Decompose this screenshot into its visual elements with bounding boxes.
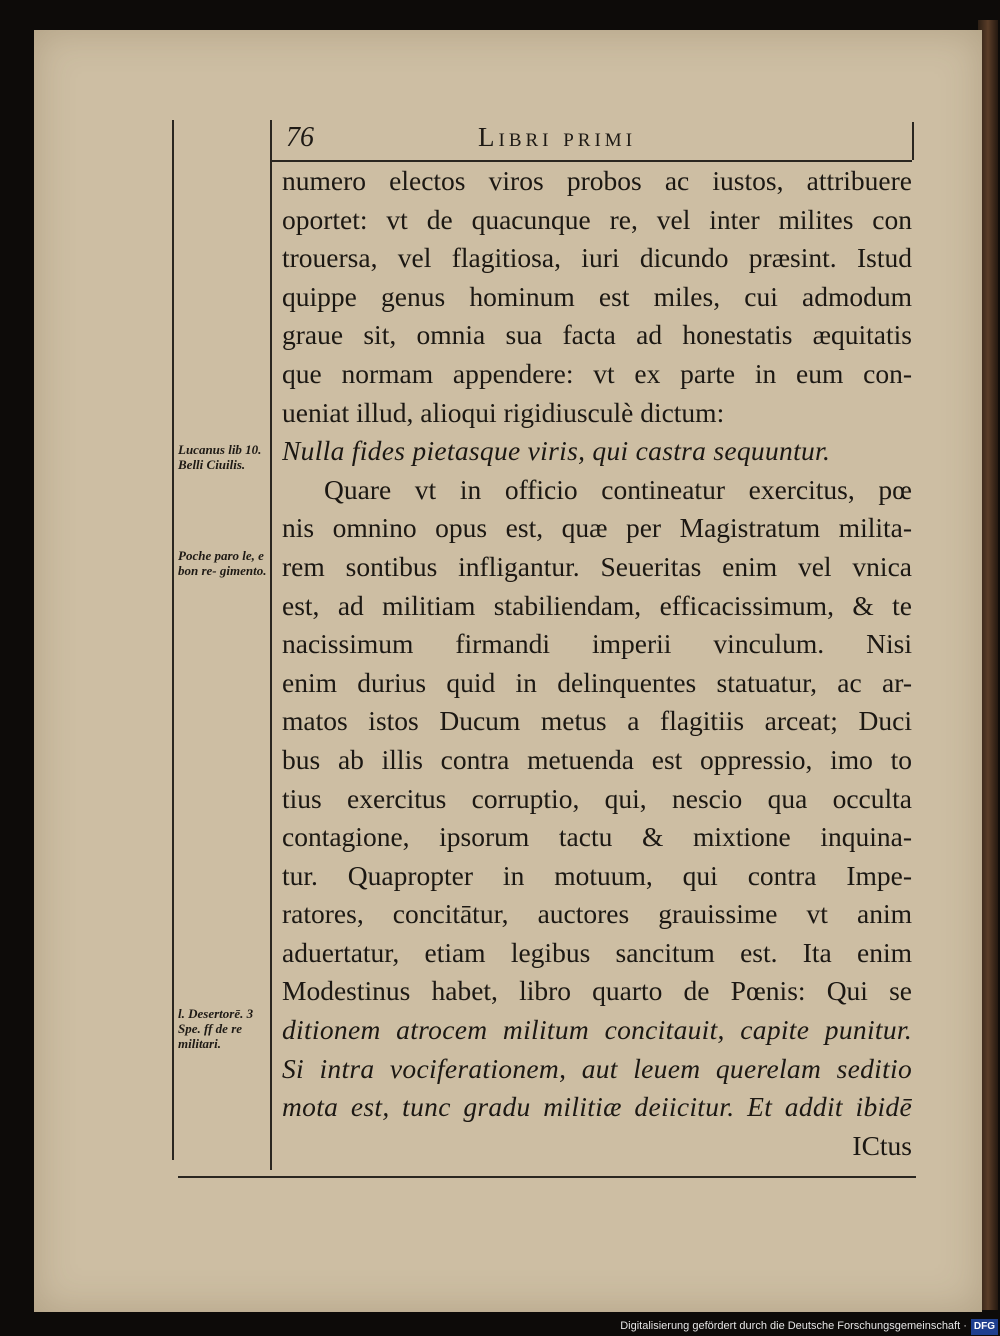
text-line: ratores, concitātur, auctores grauissime vt anim	[282, 898, 912, 930]
credit-text: Digitalisierung gefördert durch die Deutsche Forschungsgemeinschaft ·	[620, 1320, 967, 1332]
text-line: enim durius quid in delinquentes statuatur, ac ar-	[282, 666, 912, 698]
margin-note-poche-parole: Poche paro le, e bon re- gimento.	[178, 548, 267, 578]
text-line: est, ad militiam stabiliendam, efficacissimum, & te	[282, 589, 912, 621]
text-line: aduertatur, etiam legibus sancitum est. Ita enim	[282, 936, 912, 968]
text-line: graue sit, omnia sua facta ad honestatis æquitatis	[282, 319, 912, 351]
text-line: trouersa, vel flagitiosa, iuri dicundo præsint. Istud	[282, 242, 912, 274]
text-line: Modestinus habet, libro quarto de Pœnis: Qui se	[282, 975, 912, 1007]
text-line: tur. Quapropter in motuum, qui contra Impe-	[282, 859, 912, 891]
text-line: rem sontibus infligantur. Seueritas enim vel vnica	[282, 550, 912, 582]
quoted-verse: Nulla fides pietasque viris, qui castra sequuntur.	[282, 435, 831, 467]
catchword: ICtus	[852, 1129, 912, 1161]
running-title: Libri primi	[478, 122, 637, 152]
quoted-law-text: mota est, tunc gradu militiæ deiicitur. Et addit ibidē	[282, 1091, 912, 1123]
text-line: tius exercitus corruptio, qui, nescio qua occulta	[282, 782, 912, 814]
quoted-law-text: ditionem atrocem militum concitauit, capite punitur.	[282, 1014, 912, 1046]
text-line: Quare vt in officio contineatur exercitus, pœ	[324, 473, 912, 505]
text-line: matos istos Ducum metus a flagitiis arceat; Duci	[282, 705, 912, 737]
text-line: que normam appendere: vt ex parte in eum con-	[282, 357, 912, 389]
text-line: nis omnino opus est, quæ per Magistratum milita-	[282, 512, 912, 544]
text-line: oportet: vt de quacunque re, vel inter milites con	[282, 203, 912, 235]
margin-note-lucanus: Lucanus lib 10. Belli Ciuilis.	[178, 442, 262, 472]
margin-rule-left	[172, 120, 174, 1160]
text-line: ueniat illud, alioqui rigidiusculè dictum:	[282, 396, 725, 428]
margin-rule-inner	[270, 120, 272, 1170]
header-rule-right	[912, 122, 914, 160]
quoted-law-text: Si intra vociferationem, aut leuem querelam seditio	[282, 1052, 912, 1084]
body-text	[282, 162, 912, 1165]
text-line: contagione, ipsorum tactu & mixtione inquina-	[282, 821, 912, 853]
dfg-logo: DFG	[971, 1319, 998, 1335]
text-line: nacissimum firmandi imperii vinculum. Nisi	[282, 628, 912, 660]
digitization-credit	[604, 1318, 998, 1334]
page-number: 76	[286, 122, 314, 153]
running-head	[280, 122, 910, 158]
footer-rule	[178, 1176, 916, 1178]
text-line: numero electos viros probos ac iustos, attribuere	[282, 165, 912, 196]
margin-note-desertorem: l. Desertorē. 3 Spe. ff de re militari.	[178, 1006, 254, 1051]
text-line: quippe genus hominum est miles, cui admodum	[282, 280, 912, 312]
text-line: bus ab illis contra metuenda est oppressio, imo to	[282, 743, 912, 775]
